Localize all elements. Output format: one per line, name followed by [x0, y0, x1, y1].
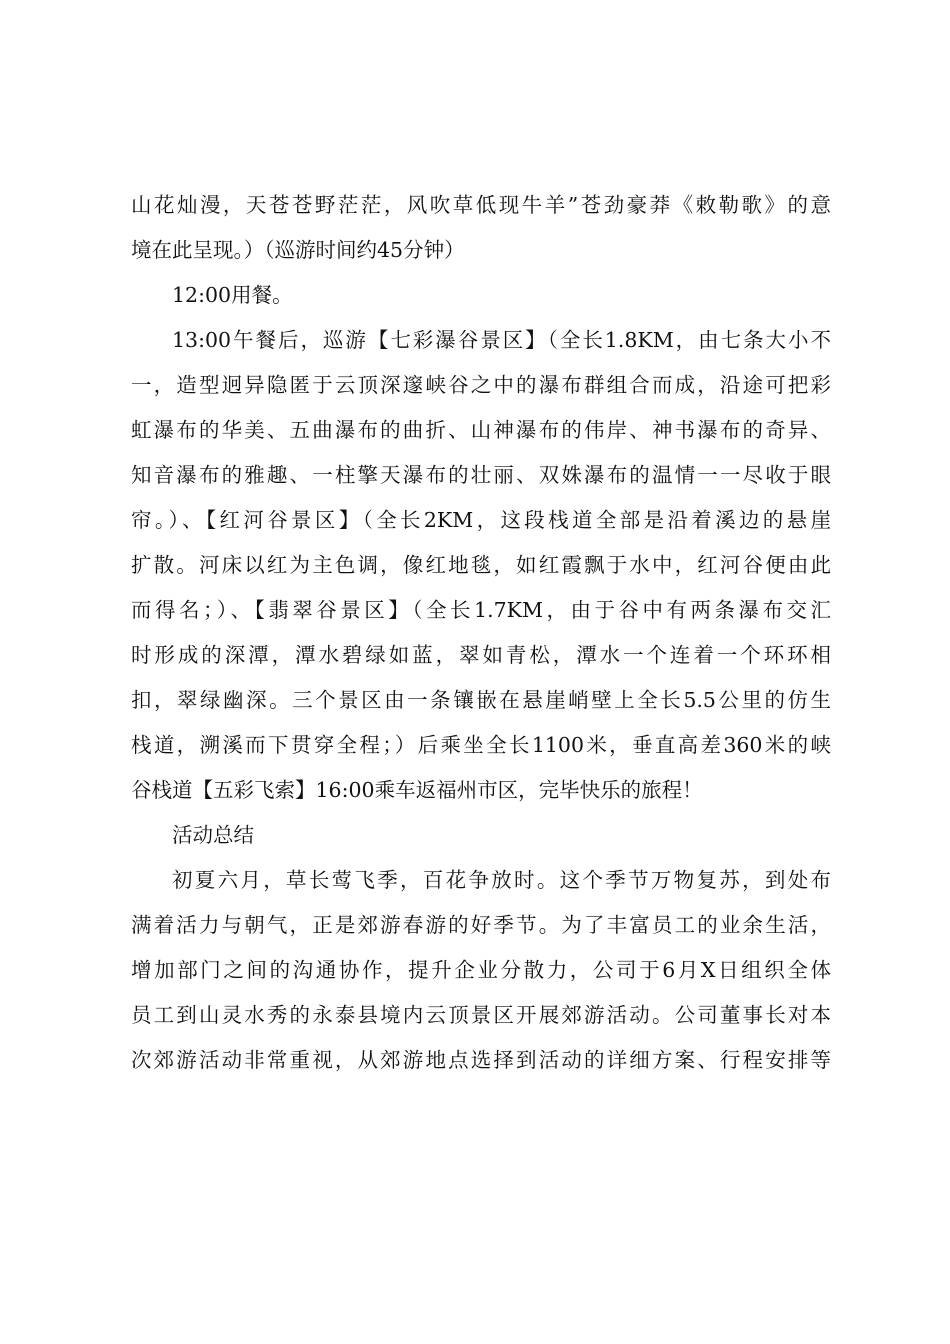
document-body — [131, 183, 831, 1083]
text-line: 13:00午餐后，巡游【七彩瀑谷景区】（全长1.8KM，由七条大小不 — [172, 328, 831, 352]
text-line: 扣，翠绿幽深。三个景区由一条镶嵌在悬崖峭壁上全长5.5公里的仿生 — [131, 688, 831, 712]
text-line: 知音瀑布的雅趣、一柱擎天瀑布的壮丽、双姝瀑布的温情一一尽收于眼 — [131, 463, 831, 487]
text-line: 员工到山灵水秀的永泰县境内云顶景区开展郊游活动。公司董事长对本 — [131, 1003, 831, 1027]
text-line: 栈道，溯溪而下贯穿全程；）后乘坐全长1100米，垂直高差360米的峡 — [131, 733, 831, 757]
text-line: 满着活力与朝气，正是郊游春游的好季节。为了丰富员工的业余生活， — [131, 913, 831, 937]
text-line: 而得名；）、【翡翠谷景区】（全长1.7KM，由于谷中有两条瀑布交汇 — [131, 598, 831, 622]
text-line: 谷栈道【五彩飞索】16:00乘车返福州市区，完毕快乐的旅程！ — [131, 778, 703, 802]
text-line: 扩散。河床以红为主色调，像红地毯，如红霞飘于水中，红河谷便由此 — [131, 553, 831, 577]
text-line: 时形成的深潭，潭水碧绿如蓝，翠如青松，潭水一个连着一个环环相 — [131, 643, 831, 667]
text-line: 山花灿漫，天苍苍野茫茫，风吹草低现牛羊”苍劲豪莽《敕勒歌》的意 — [131, 193, 831, 217]
text-line: 12:00用餐。 — [172, 283, 293, 307]
text-line: 帘。）、【红河谷景区】（全长2KM，这段栈道全部是沿着溪边的悬崖 — [131, 508, 831, 532]
text-line: 一，造型迥异隐匿于云顶深邃峡谷之中的瀑布群组合而成，沿途可把彩 — [131, 373, 831, 397]
text-line: 虹瀑布的华美、五曲瀑布的曲折、山神瀑布的伟岸、神书瀑布的奇异、 — [131, 418, 831, 442]
text-line: 初夏六月，草长莺飞季，百花争放时。这个季节万物复苏，到处布 — [172, 868, 831, 892]
text-line: 次郊游活动非常重视，从郊游地点选择到活动的详细方案、行程安排等 — [131, 1048, 831, 1072]
text-line: 境在此呈现。）（巡游时间约45分钟） — [131, 238, 465, 262]
section-heading: 活动总结 — [172, 823, 254, 847]
text-line: 增加部门之间的沟通协作，提升企业分散力，公司于6月X日组织全体 — [131, 958, 831, 982]
